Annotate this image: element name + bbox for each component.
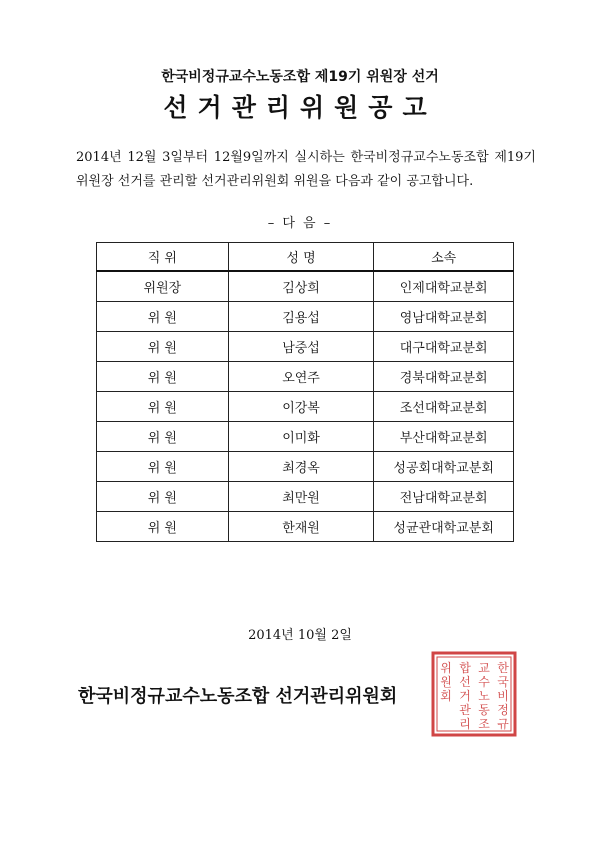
cell-position: 위 원 [97,482,229,512]
notice-body: 2014년 12월 3일부터 12월9일까지 실시하는 한국비정규교수노동조합 제19기 위원장 선거를 관리할 선거관리위원회 위원을 다음과 같이 공고합니다. [76,150,536,189]
cell-name: 김상희 [228,271,374,302]
section-marker: – 다 음 – [267,216,333,231]
table-row [97,422,514,452]
seal-glyph: 한 [497,661,509,675]
cell-name: 남중섭 [228,332,374,362]
header-name: 성 명 [228,243,374,272]
seal-glyph: 비 [497,689,509,703]
notice-title: 선거관리위원공고 [163,93,437,122]
cell-name: 김용섭 [228,302,374,332]
seal-glyph: 관 [459,703,471,717]
cell-affiliation: 인제대학교분회 [374,271,514,302]
seal-glyph: 노 [478,689,490,703]
seal-glyph: 원 [440,675,452,689]
cell-name: 오연주 [228,362,374,392]
cell-affiliation: 전남대학교분회 [374,482,514,512]
notice-date: 2014년 10월 2일 [248,628,352,643]
header-affiliation: 소속 [374,243,514,272]
seal-glyph: 규 [497,717,509,731]
cell-position: 위 원 [97,392,229,422]
cell-position: 위 원 [97,452,229,482]
cell-name: 이미화 [228,422,374,452]
table-row [97,512,514,542]
official-seal [431,651,517,737]
seal-glyph: 거 [459,689,471,703]
cell-affiliation: 경북대학교분회 [374,362,514,392]
table-row [97,332,514,362]
seal-glyph: 조 [478,717,490,731]
seal-glyph: 위 [440,661,452,675]
committee-table [96,242,514,542]
cell-position: 위 원 [97,302,229,332]
table-header-row [97,243,514,272]
cell-position: 위 원 [97,512,229,542]
cell-affiliation: 성공회대학교분회 [374,452,514,482]
cell-name: 최경옥 [228,452,374,482]
seal-glyph: 정 [497,703,509,717]
seal-glyph: 선 [459,675,471,689]
table-row [97,302,514,332]
cell-name: 이강복 [228,392,374,422]
cell-position: 위 원 [97,332,229,362]
seal-glyph: 국 [497,675,509,689]
organization-name: 한국비정규교수노동조합 선거관리위원회 [78,686,398,707]
cell-affiliation: 대구대학교분회 [374,332,514,362]
cell-name: 한재원 [228,512,374,542]
seal-glyph: 리 [459,717,471,731]
cell-affiliation: 영남대학교분회 [374,302,514,332]
table-row [97,362,514,392]
cell-position: 위원장 [97,271,229,302]
cell-name: 최만원 [228,482,374,512]
seal-glyph: 합 [459,661,471,675]
table-row [97,392,514,422]
seal-glyph: 교 [478,661,490,675]
table-row [97,271,514,302]
table-row [97,452,514,482]
seal-glyph: 동 [478,703,490,717]
cell-affiliation: 부산대학교분회 [374,422,514,452]
cell-affiliation: 조선대학교분회 [374,392,514,422]
table-row [97,482,514,512]
cell-affiliation: 성균관대학교분회 [374,512,514,542]
cell-position: 위 원 [97,362,229,392]
cell-position: 위 원 [97,422,229,452]
notice-subtitle: 한국비정규교수노동조합 제19기 위원장 선거 [161,69,439,85]
header-position: 직 위 [97,243,229,272]
seal-glyph: 회 [440,689,452,703]
seal-glyph: 수 [478,675,490,689]
